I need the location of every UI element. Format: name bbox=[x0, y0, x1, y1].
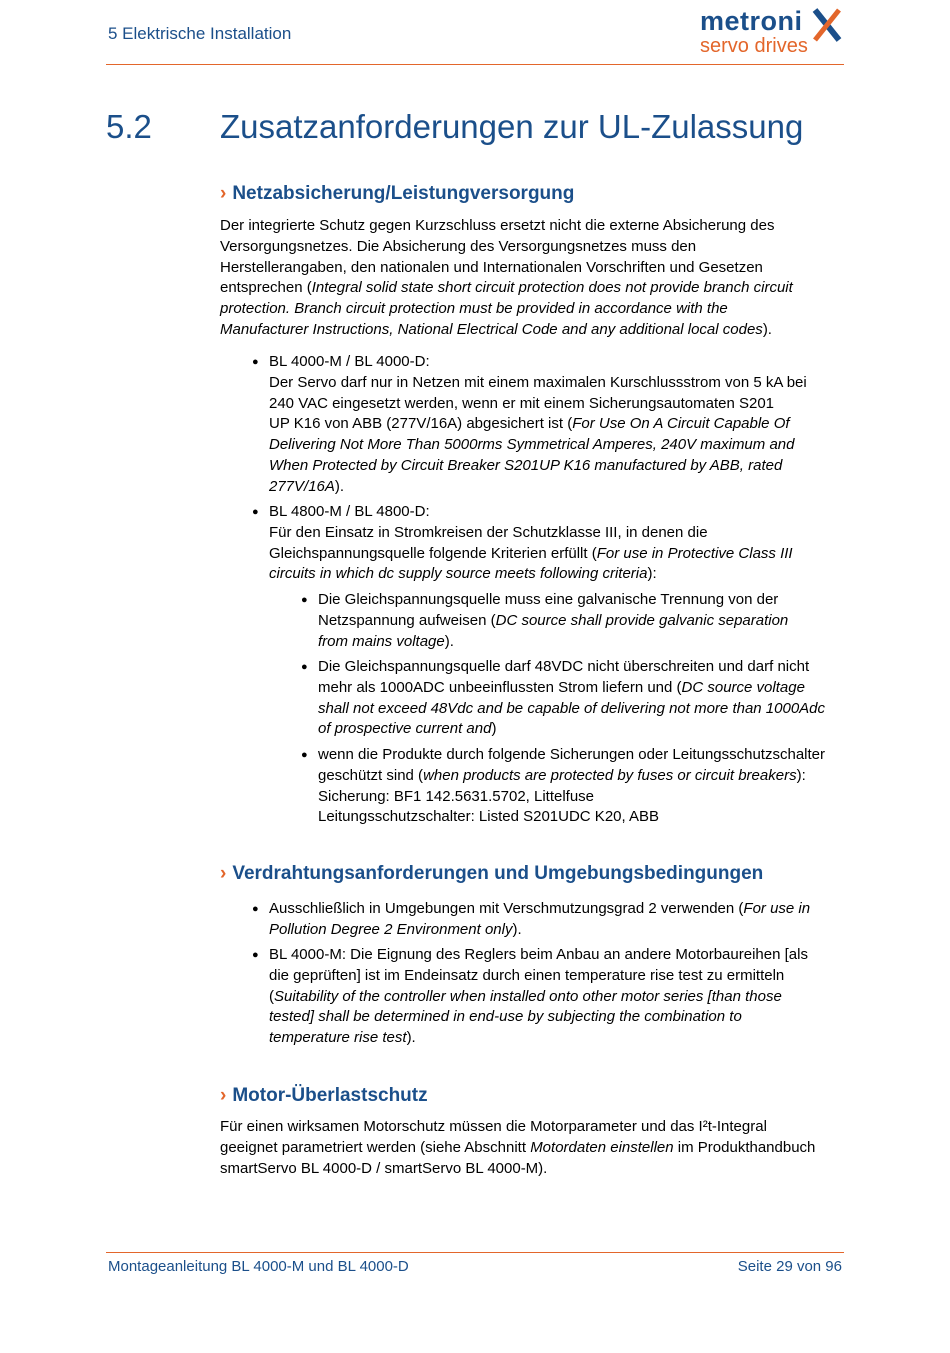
text-line bbox=[269, 435, 849, 456]
text-line bbox=[269, 352, 849, 373]
text-run: geschützt sind ( bbox=[318, 766, 424, 784]
subsection-heading-verdrahtung bbox=[220, 863, 763, 885]
text-run-italic: 277V/16A bbox=[269, 477, 335, 495]
text-run: ). bbox=[444, 632, 454, 650]
text-run: ). bbox=[406, 1029, 416, 1047]
text-run-italic: DC source voltage bbox=[681, 678, 805, 696]
logo-tagline: servo drives bbox=[700, 35, 808, 57]
header-rule bbox=[106, 64, 844, 65]
subsection-title: Netzabsicherung/Leistungversorgung bbox=[232, 183, 575, 204]
footer-document-title: Montageanleitung BL 4000-M und BL 4000-D bbox=[108, 1258, 409, 1275]
bullet-dot-icon: ● bbox=[252, 506, 259, 518]
bullet-dot-icon: ● bbox=[252, 903, 259, 915]
text-line bbox=[220, 1138, 850, 1159]
text-run-italic: For use in bbox=[743, 900, 811, 917]
paragraph-netzabsicherung bbox=[220, 216, 850, 341]
text-run-italic: from mains voltage bbox=[318, 632, 445, 650]
text-line bbox=[269, 523, 849, 544]
text-run: Für einen wirksamen Motorschutz müssen die Motorparameter und das I²t-Integral bbox=[220, 1118, 767, 1135]
text-line bbox=[318, 632, 850, 653]
text-run: Die Gleichspannungsquelle darf 48VDC nicht überschreiten und darf nicht bbox=[318, 658, 810, 675]
text-run: ) bbox=[491, 720, 497, 738]
bullet-dot-icon: ● bbox=[252, 356, 259, 368]
text-line bbox=[318, 745, 850, 766]
text-run: Sicherung: BF1 142.5631.5702, Littelfuse bbox=[318, 787, 595, 805]
text-run-italic: of prospective current and bbox=[318, 720, 492, 738]
text-line bbox=[318, 766, 850, 787]
text-line bbox=[220, 320, 850, 341]
text-line bbox=[318, 657, 850, 678]
text-line bbox=[220, 237, 850, 258]
footer-page-number: Seite 29 von 96 bbox=[737, 1258, 842, 1275]
text-line bbox=[220, 278, 850, 299]
text-run: Leitungsschutzschalter: Listed S201UDC K20, ABB bbox=[318, 808, 660, 826]
paragraph-motorschutz bbox=[220, 1117, 850, 1179]
chevron-right-icon: › bbox=[220, 183, 227, 204]
text-line bbox=[318, 678, 850, 699]
text-line bbox=[318, 807, 850, 828]
text-run-italic: tested] shall be determined in end-use by subjecting the combination to bbox=[269, 1008, 742, 1026]
text-line bbox=[318, 611, 850, 632]
text-run-italic: protection. Branch circuit protection must be provided in accordance with the bbox=[220, 300, 728, 318]
text-run: UP K16 von ABB (277V/16A) abgesichert ist ( bbox=[269, 415, 573, 433]
text-line bbox=[318, 590, 850, 611]
text-line bbox=[269, 394, 849, 415]
section-title: Zusatzanforderungen zur UL-Zulassung bbox=[220, 108, 804, 145]
text-run: mehr als 1000ADC unbeeinflussten Strom liefern und ( bbox=[318, 678, 682, 696]
text-run: ). bbox=[334, 477, 345, 495]
text-run: ): bbox=[796, 766, 806, 784]
text-run: im Produkthandbuch bbox=[673, 1138, 816, 1156]
text-run: BL 4800-M / BL 4800-D: bbox=[269, 503, 430, 520]
bullet-dot-icon: ● bbox=[301, 594, 308, 606]
text-line bbox=[220, 1159, 850, 1180]
text-run: geeignet parametriert werden (siehe Abschnitt bbox=[220, 1138, 531, 1156]
text-line bbox=[269, 544, 849, 565]
list-item-bl4800 bbox=[252, 502, 849, 585]
text-run: Die Gleichspannungsquelle muss eine galvanische Trennung von der bbox=[318, 591, 779, 608]
text-run: Der integrierte Schutz gegen Kurzschluss ersetzt nicht die externe Absicherung des bbox=[220, 217, 775, 234]
text-line bbox=[318, 719, 850, 740]
bullet-dot-icon: ● bbox=[301, 749, 308, 761]
text-line bbox=[220, 1117, 850, 1138]
text-run: BL 4000-M: Die Eignung des Reglers beim Anbau an andere Motorbaureihen [als bbox=[269, 946, 808, 963]
text-run-italic: Pollution Degree 2 Environment only bbox=[269, 920, 513, 938]
text-run: 240 VAC eingesetzt werden, wenn er mit einem Sicherungsautomaten S201 bbox=[269, 394, 775, 412]
text-line bbox=[269, 502, 849, 523]
sublist-item-galvanic bbox=[301, 590, 850, 652]
subsection-heading-motorschutz bbox=[220, 1085, 428, 1107]
text-run: Der Servo darf nur in Netzen mit einem maximalen Kurschlussstrom von 5 kA bei bbox=[269, 373, 807, 391]
text-run-italic: DC source shall provide galvanic separation bbox=[495, 611, 789, 629]
text-run: die geprüften] ist im Endeinsatz durch einen temperature rise test zu ermitteln bbox=[269, 966, 785, 984]
list-item-temperature bbox=[252, 945, 849, 1049]
text-run: entsprechen ( bbox=[220, 279, 312, 297]
text-line bbox=[269, 477, 849, 498]
text-run-italic: Manufacturer Instructions, National Electrical Code and any additional local codes bbox=[220, 320, 763, 338]
text-line bbox=[269, 899, 849, 920]
logo-wordmark: metroni bbox=[700, 6, 803, 36]
text-line bbox=[220, 216, 850, 237]
text-line bbox=[269, 966, 849, 987]
text-run-italic: Integral solid state short circuit protection does not provide branch circuit bbox=[311, 279, 793, 297]
bullet-dot-icon: ● bbox=[252, 949, 259, 961]
text-run-italic: when products are protected by fuses or circuit breakers bbox=[423, 766, 797, 784]
text-run-italic: circuits in which dc supply source meets following criteria bbox=[269, 565, 648, 583]
chevron-right-icon: › bbox=[220, 1085, 227, 1106]
text-line bbox=[318, 787, 850, 808]
text-run-italic: Suitability of the controller when installed onto other motor series [than those bbox=[274, 987, 782, 1005]
header-chapter: 5 Elektrische Installation bbox=[108, 24, 292, 43]
text-line bbox=[269, 920, 849, 941]
text-run-italic: For use in Protective Class III bbox=[596, 544, 793, 562]
section-number: 5.2 bbox=[106, 108, 152, 145]
text-run: Herstellerangaben, den nationalen und Internationalen Vorschriften und Gesetzen bbox=[220, 258, 763, 276]
text-run: Netzspannung aufweisen ( bbox=[318, 611, 496, 629]
text-run: BL 4000-M / BL 4000-D: bbox=[269, 353, 430, 370]
text-run: wenn die Produkte durch folgende Sicherungen oder Leitungsschutzschalter bbox=[318, 746, 825, 763]
list-item-bl4000 bbox=[252, 352, 849, 498]
list-item-pollution bbox=[252, 899, 849, 941]
subsection-heading-netzabsicherung bbox=[220, 183, 574, 205]
text-line bbox=[269, 373, 849, 394]
text-run: ): bbox=[647, 565, 657, 583]
subsection-title: Verdrahtungsanforderungen und Umgebungsbedingungen bbox=[232, 863, 764, 884]
logo-x-mark bbox=[812, 8, 842, 47]
text-line bbox=[318, 699, 850, 720]
text-run: Ausschließlich in Umgebungen mit Verschmutzungsgrad 2 verwenden ( bbox=[269, 900, 744, 917]
text-run-italic: shall not exceed 48Vdc and be capable of delivering not more than 1000Adc bbox=[318, 699, 826, 717]
bullet-dot-icon: ● bbox=[301, 661, 308, 673]
text-run: ( bbox=[269, 987, 274, 1005]
text-run-italic: When Protected by Circuit Breaker S201UP K16 manufactured by ABB, rated bbox=[269, 456, 783, 474]
text-run: Gleichspannungsquelle folgende Kriterien erfüllt ( bbox=[269, 544, 597, 562]
subsection-title: Motor-Überlastschutz bbox=[232, 1085, 428, 1106]
text-line bbox=[269, 414, 849, 435]
text-run-italic: Delivering Not More Than 5000rms Symmetrical Amperes, 240V maximum and bbox=[269, 436, 795, 454]
metronix-logo bbox=[700, 6, 845, 58]
text-run-italic: Motordaten einstellen bbox=[530, 1138, 674, 1156]
text-run: ). bbox=[762, 320, 772, 338]
text-run: Für den Einsatz in Stromkreisen der Schutzklasse III, in denen die bbox=[269, 523, 708, 541]
text-run: smartServo BL 4000-D / smartServo BL 4000-M). bbox=[220, 1159, 548, 1177]
text-run: ). bbox=[512, 920, 522, 938]
text-line bbox=[220, 258, 850, 279]
text-run: Versorgungsnetzes. Die Absicherung des Versorgungsnetzes muss den bbox=[220, 237, 697, 255]
footer-rule bbox=[106, 1252, 844, 1253]
text-run-italic: temperature rise test bbox=[269, 1029, 407, 1047]
text-line bbox=[269, 1007, 849, 1028]
text-line bbox=[269, 564, 849, 585]
text-line bbox=[269, 456, 849, 477]
sublist-item-48vdc bbox=[301, 657, 850, 740]
chevron-right-icon: › bbox=[220, 863, 227, 884]
text-line bbox=[269, 1028, 849, 1049]
sublist-item-fuses bbox=[301, 745, 850, 828]
text-run-italic: For Use On A Circuit Capable Of bbox=[572, 415, 790, 433]
text-line bbox=[269, 945, 849, 966]
text-line bbox=[220, 299, 850, 320]
text-line bbox=[269, 987, 849, 1008]
